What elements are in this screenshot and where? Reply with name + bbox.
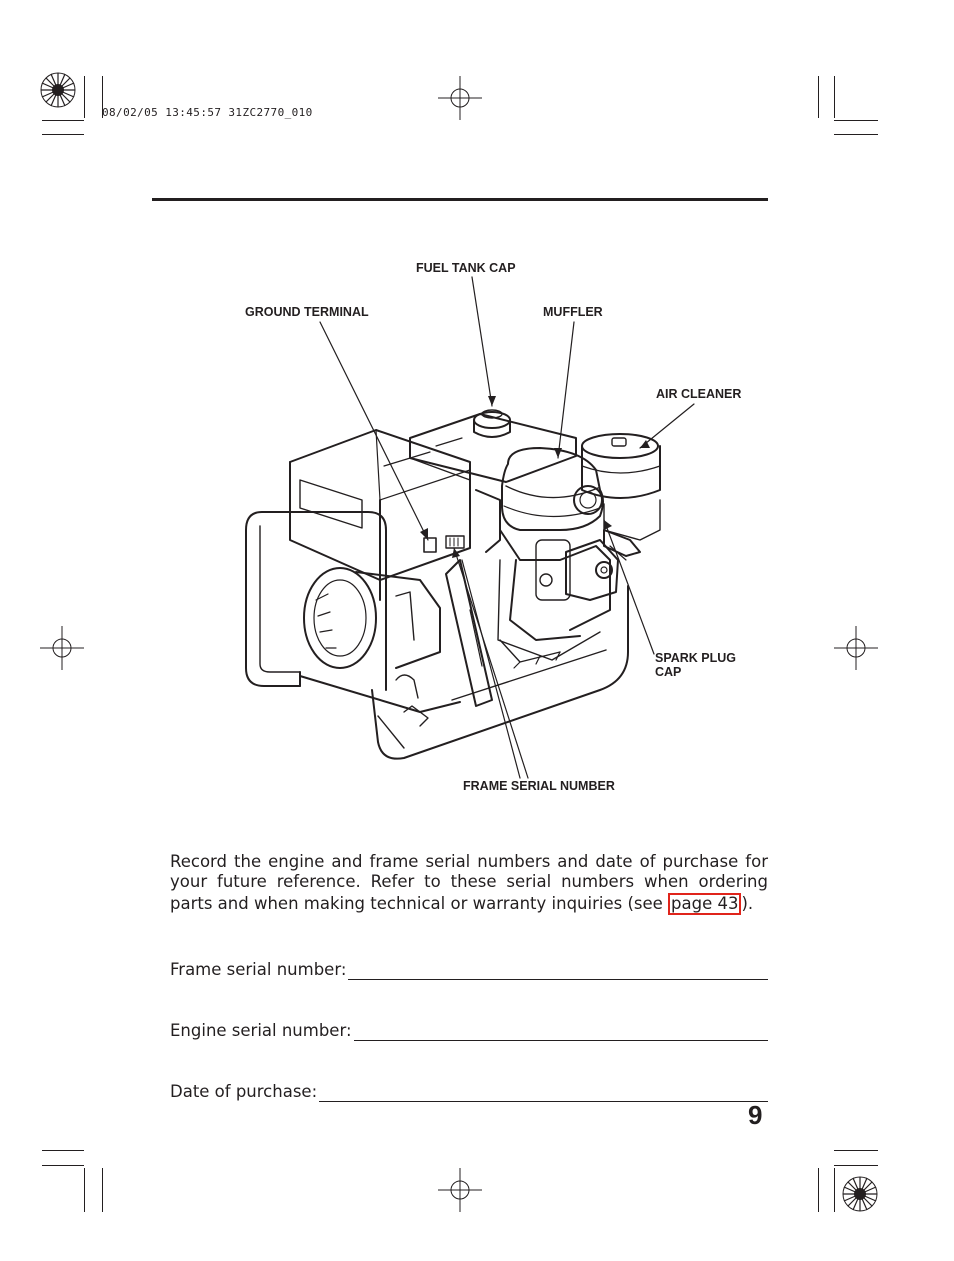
page-43-link[interactable]: page 43 xyxy=(668,893,741,915)
date-of-purchase-row xyxy=(170,1076,768,1102)
callout-air-cleaner: AIR CLEANER xyxy=(656,387,742,401)
callout-fuel-tank-cap: FUEL TANK CAP xyxy=(416,261,516,275)
callout-spark-plug-cap-line2: CAP xyxy=(655,665,682,679)
callout-ground-terminal: GROUND TERMINAL xyxy=(245,305,369,319)
callout-muffler: MUFFLER xyxy=(543,305,603,319)
callout-frame-serial-number: FRAME SERIAL NUMBER xyxy=(463,779,615,793)
frame-serial-field[interactable] xyxy=(348,957,768,980)
frame-serial-label: Frame serial number: xyxy=(170,960,347,979)
callout-spark-plug-cap xyxy=(655,651,736,679)
print-timestamp: 08/02/05 13:45:57 31ZC2770_010 xyxy=(102,106,313,119)
date-of-purchase-field[interactable] xyxy=(319,1079,768,1102)
engine-serial-field[interactable] xyxy=(354,1018,768,1041)
callout-spark-plug-cap-line1: SPARK PLUG xyxy=(655,651,737,665)
frame-serial-row xyxy=(170,954,768,980)
page-number: 9 xyxy=(748,1100,763,1130)
date-of-purchase-label: Date of purchase: xyxy=(170,1082,318,1101)
engine-serial-label: Engine serial number: xyxy=(170,1021,352,1040)
serial-number-instructions xyxy=(170,852,768,915)
instructions-text-end: ). xyxy=(741,893,754,913)
instructions-text: Record the engine and frame serial numbers and date of purchase for your future reference. Refer to these serial numbers when ordering parts and when making technical or warranty inquiries (see xyxy=(170,852,768,913)
engine-serial-row xyxy=(170,1015,768,1041)
